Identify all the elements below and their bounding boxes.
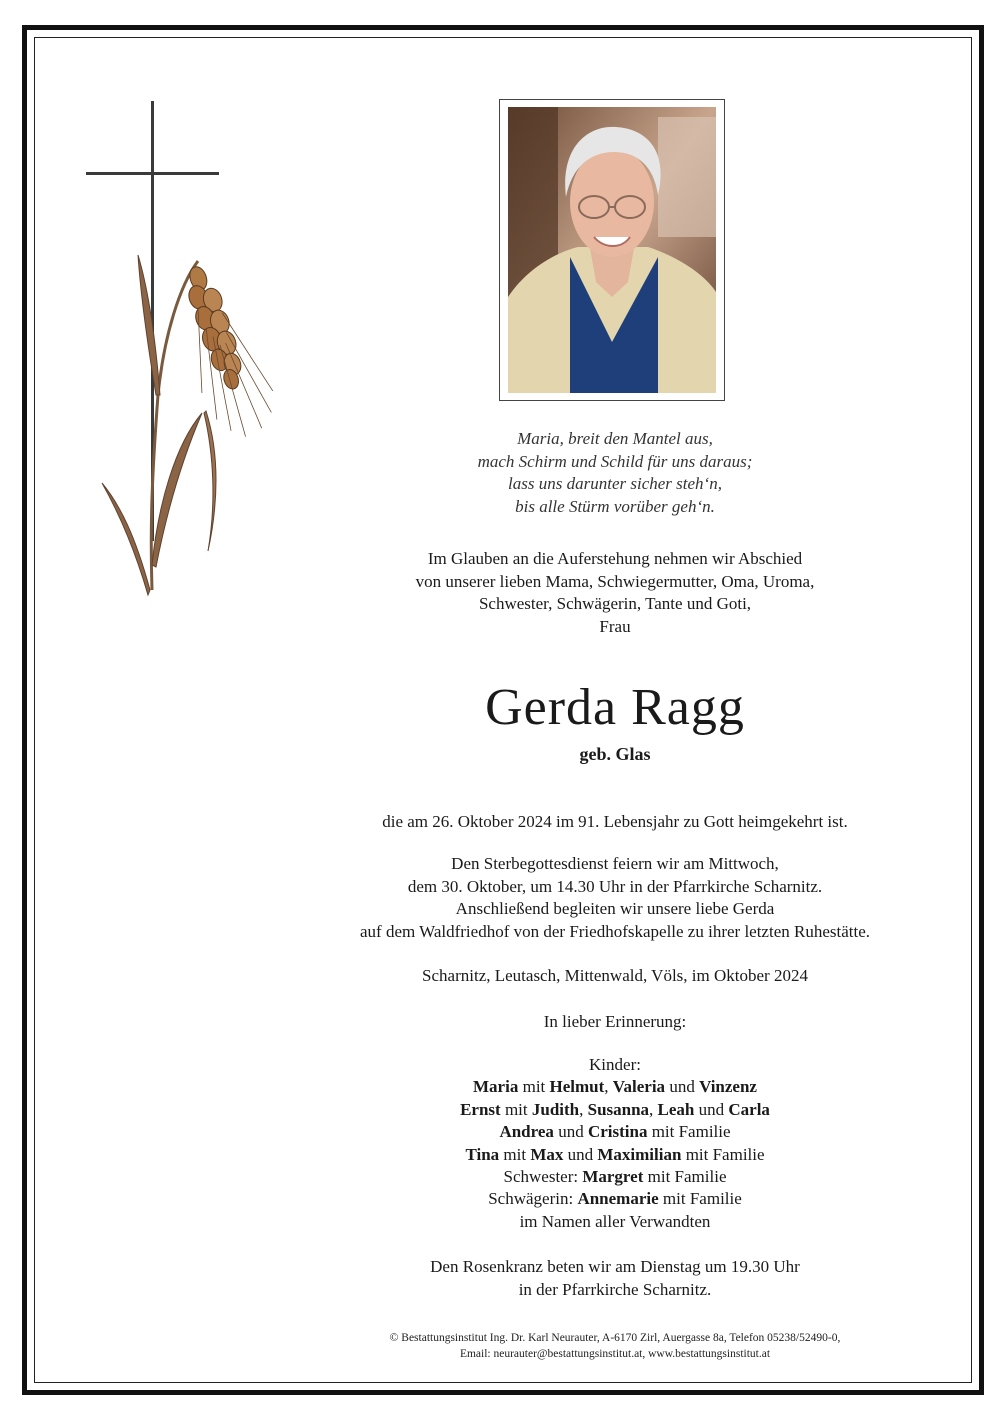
- rosary-line: in der Pfarrkirche Scharnitz.: [518, 1279, 712, 1299]
- deceased-name: Gerda Ragg: [485, 679, 745, 736]
- family-list: [300, 1054, 930, 1233]
- family-line: Tina mit Max und Maximilian mit Familie: [465, 1144, 765, 1164]
- intro-line: Schwester, Schwägerin, Tante und Goti,: [478, 594, 752, 613]
- family-line: im Namen aller Verwandten: [519, 1211, 711, 1231]
- funeral-info: [300, 853, 930, 943]
- intro-line: von unserer lieben Mama, Schwiegermutter, Oma, Uroma,: [415, 571, 815, 591]
- footer-line: © Bestattungsinstitut Ing. Dr. Karl Neurauter, A-6170 Zirl, Auergasse 8a, Telefon 05238/52490-0,: [389, 1332, 841, 1344]
- funeral-line: Den Sterbegottesdienst feiern wir am Mittwoch,: [451, 854, 779, 873]
- footer-line: Email: neurauter@bestattungsinstitut.at, www.bestattungsinstitut.at: [459, 1348, 771, 1360]
- verse-line: mach Schirm und Schild für uns daraus;: [477, 451, 753, 471]
- verse: [300, 428, 930, 518]
- intro-line: Frau: [599, 616, 631, 636]
- family-line: Schwägerin: Annemarie mit Familie: [488, 1189, 742, 1209]
- rosary-info: [300, 1256, 930, 1301]
- verse-line: bis alle Stürm vorüber geh‘n.: [515, 496, 715, 516]
- funeral-line: Anschließend begleiten wir unsere liebe Gerda: [455, 899, 775, 918]
- intro-text: [300, 548, 930, 638]
- cross-wheat-icon: [80, 95, 290, 605]
- portrait-photo: [508, 107, 716, 393]
- verse-line: Maria, breit den Mantel aus,: [517, 429, 713, 448]
- maiden-name: geb. Glas: [579, 744, 651, 764]
- death-notice: die am 26. Oktober 2024 im 91. Lebensjahr zu Gott heimgekehrt ist.: [382, 812, 848, 831]
- funeral-line: dem 30. Oktober, um 14.30 Uhr in der Pfarrkirche Scharnitz.: [407, 876, 823, 896]
- family-line: Maria mit Helmut, Valeria und Vinzenz: [473, 1077, 757, 1097]
- family-line: Schwester: Margret mit Familie: [503, 1167, 727, 1187]
- rosary-line: Den Rosenkranz beten wir am Dienstag um 19.30 Uhr: [430, 1257, 800, 1276]
- family-line: Ernst mit Judith, Susanna, Leah und Carla: [460, 1099, 770, 1119]
- funeral-line: auf dem Waldfriedhof von der Friedhofskapelle zu ihrer letzten Ruhestätte.: [359, 921, 871, 941]
- footer: [300, 1330, 930, 1362]
- intro-line: Im Glauben an die Auferstehung nehmen wir Abschied: [427, 549, 803, 568]
- memory-line: In lieber Erinnerung:: [543, 1012, 687, 1031]
- family-line: Andrea und Cristina mit Familie: [499, 1122, 731, 1142]
- verse-line: lass uns darunter sicher steh‘n,: [508, 474, 722, 493]
- place-date: Scharnitz, Leutasch, Mittenwald, Völs, im Oktober 2024: [422, 966, 808, 985]
- children-label: Kinder:: [589, 1055, 641, 1074]
